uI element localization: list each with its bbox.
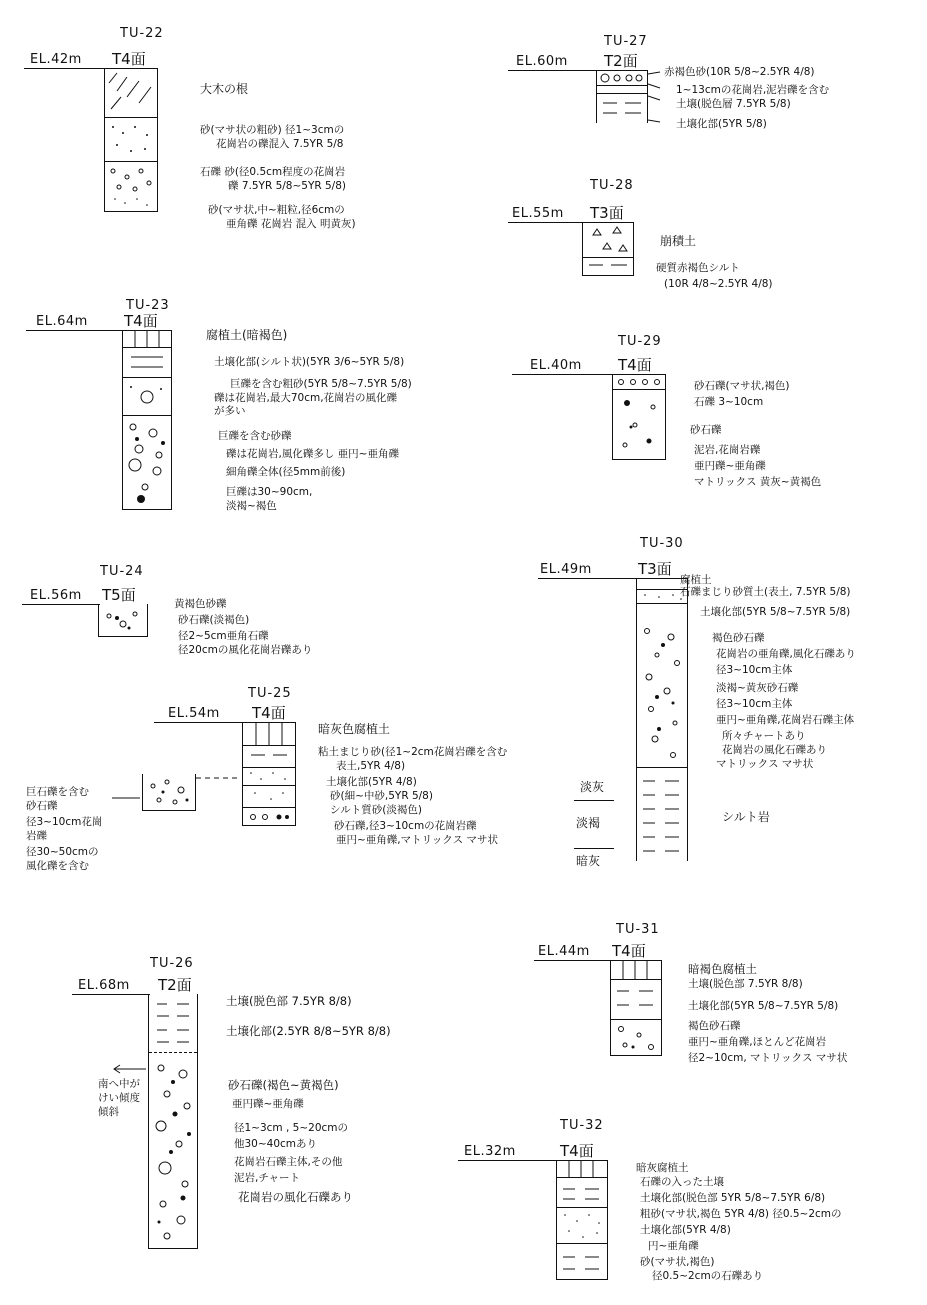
note: 淡褐~黄灰砂石礫	[716, 682, 799, 694]
note: 亜円~亜角礫,ほとんど花崗岩	[688, 1036, 827, 1048]
note: 硬質赤褐色シルト	[656, 262, 740, 274]
note: 赤褐色砂(10R 5/8~2.5YR 4/8)	[664, 66, 815, 78]
note: 粗砂(マサ状,褐色 5YR 4/8) 径0.5~2cmの	[640, 1208, 842, 1220]
note: 1~13cmの花崗岩,泥岩礫を含む	[676, 84, 830, 96]
elevation-label: EL.56m	[30, 588, 82, 603]
note: 大木の根	[200, 82, 249, 96]
column-id: TU-23	[126, 298, 170, 313]
note: 土壌化部(5YR 4/8)	[640, 1224, 731, 1236]
note: 土壌化部(シルト状)(5YR 3/6~5YR 5/8)	[214, 356, 405, 368]
note: 花崗岩の風化石礫あり	[722, 744, 827, 756]
strata-pattern	[611, 961, 661, 1055]
strata-pattern	[557, 1161, 607, 1279]
note: 径2~10cm, マトリックス マサ状	[688, 1052, 848, 1064]
note: 砂石礫(淡褐色)	[178, 614, 250, 626]
elevation-label: EL.32m	[464, 1144, 516, 1159]
note: 砂(マサ状,褐色)	[640, 1256, 715, 1268]
ground-line	[26, 330, 124, 331]
elevation-label: EL.55m	[512, 206, 564, 221]
strata-column	[148, 994, 198, 1249]
note: 他30~40cmあり	[234, 1138, 318, 1150]
note: 暗灰腐植土	[636, 1162, 689, 1174]
ground-line	[538, 578, 638, 579]
side-note: 岩礫	[26, 830, 47, 842]
strata-column	[556, 1160, 608, 1280]
column-id: TU-30	[640, 536, 684, 551]
column-id: TU-22	[120, 26, 164, 41]
note: 亜円礫~亜角礫	[232, 1098, 304, 1110]
strata-pattern	[105, 69, 157, 211]
side-note: 暗灰	[576, 854, 601, 868]
note: 砂石礫,径3~10cmの花崗岩礫	[334, 820, 477, 832]
terrace-label: T4面	[124, 312, 158, 330]
note: 砂(マサ状の粗砂) 径1~3cmの	[200, 124, 345, 136]
side-note: 南へ中が	[98, 1078, 140, 1090]
note: 砂石礫(マサ状,褐色)	[694, 380, 790, 392]
strata-column	[122, 330, 172, 510]
dashed-connector	[196, 776, 256, 780]
side-outcrop	[142, 774, 196, 811]
note: 土壌(脱色部 7.5YR 8/8)	[226, 994, 352, 1008]
note: 褐色砂石礫	[712, 632, 765, 644]
note: 径20cmの風化花崗岩礫あり	[178, 644, 313, 656]
note: 褐色砂石礫	[688, 1020, 741, 1032]
note: 腐植土	[680, 574, 712, 586]
note: 土壌化部(5YR 5/8)	[676, 118, 767, 130]
side-note: 淡灰	[580, 780, 605, 794]
note: 腐植土(暗褐色)	[206, 328, 288, 342]
note: 黄褐色砂礫	[174, 598, 227, 610]
strata-column	[104, 68, 158, 212]
column-id: TU-25	[248, 686, 292, 701]
note: 径3~10cm主体	[716, 698, 793, 710]
note: 泥岩,チャート	[234, 1172, 301, 1184]
note: (10R 4/8~2.5YR 4/8)	[664, 278, 773, 290]
elevation-label: EL.64m	[36, 314, 88, 329]
terrace-label: T4面	[618, 356, 652, 374]
note: 土壌化部(5YR 5/8~7.5YR 5/8)	[688, 1000, 839, 1012]
terrace-label: T3面	[590, 204, 624, 222]
note: 土壌(脱色層 7.5YR 5/8)	[676, 98, 791, 110]
elevation-label: EL.44m	[538, 944, 590, 959]
terrace-label: T2面	[158, 976, 192, 994]
note: 泥岩,花崗岩礫	[694, 444, 761, 456]
arrow-left-icon	[112, 1064, 148, 1074]
note: マトリックス マサ状	[716, 758, 814, 770]
ground-line	[22, 604, 100, 605]
note: 石礫 砂(径0.5cm程度の花崗岩	[200, 166, 346, 178]
column-id: TU-24	[100, 564, 144, 579]
note: 砂(細~中砂,5YR 5/8)	[330, 790, 433, 802]
ground-line	[508, 222, 584, 223]
terrace-label: T4面	[112, 50, 146, 68]
side-note: 風化礫を含む	[26, 860, 89, 872]
side-note: 径3~10cm花崗	[26, 816, 103, 828]
note: 巨礫は30~90cm,	[226, 486, 313, 498]
column-id: TU-32	[560, 1118, 604, 1133]
leader-lines	[648, 72, 662, 132]
strata-pattern	[123, 331, 171, 509]
note: 土壌化部(脱色部 5YR 5/8~7.5YR 6/8)	[640, 1192, 826, 1204]
strata-pattern	[597, 71, 647, 123]
ground-line	[24, 68, 106, 69]
note: 石礫の入った土壌	[640, 1176, 724, 1188]
note: 花崗岩の礫混入 7.5YR 5/8	[216, 138, 344, 150]
note: 砂石礫	[690, 424, 722, 436]
note: 花崗岩の亜角礫,風化石礫あり	[716, 648, 856, 660]
note: 土壌(脱色部 7.5YR 8/8)	[688, 978, 803, 990]
note: が多い	[214, 405, 246, 417]
note: 粘土まじり砂(径1~2cm花崗岩礫を含む	[318, 746, 508, 758]
elevation-label: EL.60m	[516, 54, 568, 69]
note: 淡褐~褐色	[226, 500, 277, 512]
terrace-label: T2面	[604, 52, 638, 70]
ground-line	[458, 1160, 558, 1161]
strata-pattern	[637, 579, 687, 861]
strata-column	[242, 722, 296, 826]
note: マトリックス 黄灰~黄褐色	[694, 476, 822, 488]
note: 土壌化部(5YR 4/8)	[326, 776, 417, 788]
strata-pattern	[613, 375, 665, 459]
note: 礫は花崗岩,最大70cm,花崗岩の風化礫	[214, 392, 398, 404]
terrace-label: T5面	[102, 586, 136, 604]
note: 礫は花崗岩,風化礫多し 亜円~亜角礫	[226, 448, 399, 460]
strata-column	[610, 960, 662, 1056]
leader-line	[112, 796, 142, 800]
column-id: TU-31	[616, 922, 660, 937]
terrace-label: T4面	[252, 704, 286, 722]
strata-column	[596, 70, 648, 123]
strata-pattern	[149, 994, 197, 1248]
note: 崩積土	[660, 234, 697, 248]
note: 亜円~亜角礫,花崗岩石礫主体	[716, 714, 855, 726]
note: シルト質砂(淡褐色)	[330, 804, 422, 816]
note: 暗褐色腐植土	[688, 962, 757, 976]
side-note: けい傾度	[98, 1092, 140, 1104]
note: シルト岩	[722, 810, 770, 824]
terrace-label: T4面	[612, 942, 646, 960]
note: 巨礫を含む砂礫	[218, 430, 292, 442]
side-note: 淡褐	[576, 816, 601, 830]
note: 亜角礫 花崗岩 混入 明黄灰)	[226, 218, 356, 230]
side-note: 傾斜	[98, 1106, 119, 1118]
column-id: TU-27	[604, 34, 648, 49]
note: 砂石礫(褐色~黄褐色)	[228, 1078, 339, 1092]
ground-line	[72, 994, 150, 995]
ground-line	[534, 960, 614, 961]
terrace-label: T3面	[638, 560, 672, 578]
note: 亜円礫~亜角礫	[694, 460, 766, 472]
ground-line	[508, 70, 598, 71]
side-note: 巨石礫を含む	[26, 786, 89, 798]
elevation-label: EL.42m	[30, 52, 82, 67]
note: 表土,5YR 4/8)	[336, 760, 406, 772]
strata-column	[582, 222, 634, 276]
terrace-label: T4面	[560, 1142, 594, 1160]
elevation-label: EL.54m	[168, 706, 220, 721]
note: 花崗岩の風化石礫あり	[238, 1190, 353, 1204]
note: 石礫 3~10cm	[694, 396, 764, 408]
note: 径3~10cm主体	[716, 664, 793, 676]
ground-line	[154, 722, 244, 723]
strata-column	[98, 604, 148, 637]
note: 細角礫全体(径5mm前後)	[226, 466, 346, 478]
strata-pattern	[583, 223, 633, 275]
note: 花崗岩石礫主体,その他	[234, 1156, 343, 1168]
note: 暗灰色腐植土	[318, 722, 391, 736]
ground-line	[512, 374, 614, 375]
elevation-label: EL.68m	[78, 978, 130, 993]
note: 礫 7.5YR 5/8~5YR 5/8)	[228, 180, 347, 192]
elevation-label: EL.40m	[530, 358, 582, 373]
note: 巨礫を含む粗砂(5YR 5/8~7.5YR 5/8)	[230, 378, 412, 390]
note: 石礫まじり砂質土(表土, 7.5YR 5/8)	[680, 586, 851, 598]
note: 亜円~亜角礫,マトリックス マサ状	[336, 834, 498, 846]
column-id: TU-29	[618, 334, 662, 349]
strata-pattern	[243, 723, 295, 825]
strata-column	[612, 374, 666, 460]
note: 土壌化部(5YR 5/8~7.5YR 5/8)	[700, 606, 851, 618]
note: 径1~3cm , 5~20cmの	[234, 1122, 349, 1134]
column-id: TU-26	[150, 956, 194, 971]
note: 土壌化部(2.5YR 8/8~5YR 8/8)	[226, 1024, 391, 1038]
side-note: 砂石礫	[26, 800, 58, 812]
strata-column	[636, 578, 688, 861]
note: 円~亜角礫	[648, 1240, 699, 1252]
note: 径0.5~2cmの石礫あり	[652, 1270, 764, 1282]
side-note: 径30~50cmの	[26, 846, 99, 858]
note: 径2~5cm亜角石礫	[178, 630, 269, 642]
strata-pattern	[99, 604, 147, 636]
elevation-label: EL.49m	[540, 562, 592, 577]
note: 砂(マサ状,中~粗粒,径6cmの	[208, 204, 345, 216]
note: 所々チャートあり	[722, 730, 806, 742]
strata-pattern	[143, 774, 195, 810]
column-id: TU-28	[590, 178, 634, 193]
